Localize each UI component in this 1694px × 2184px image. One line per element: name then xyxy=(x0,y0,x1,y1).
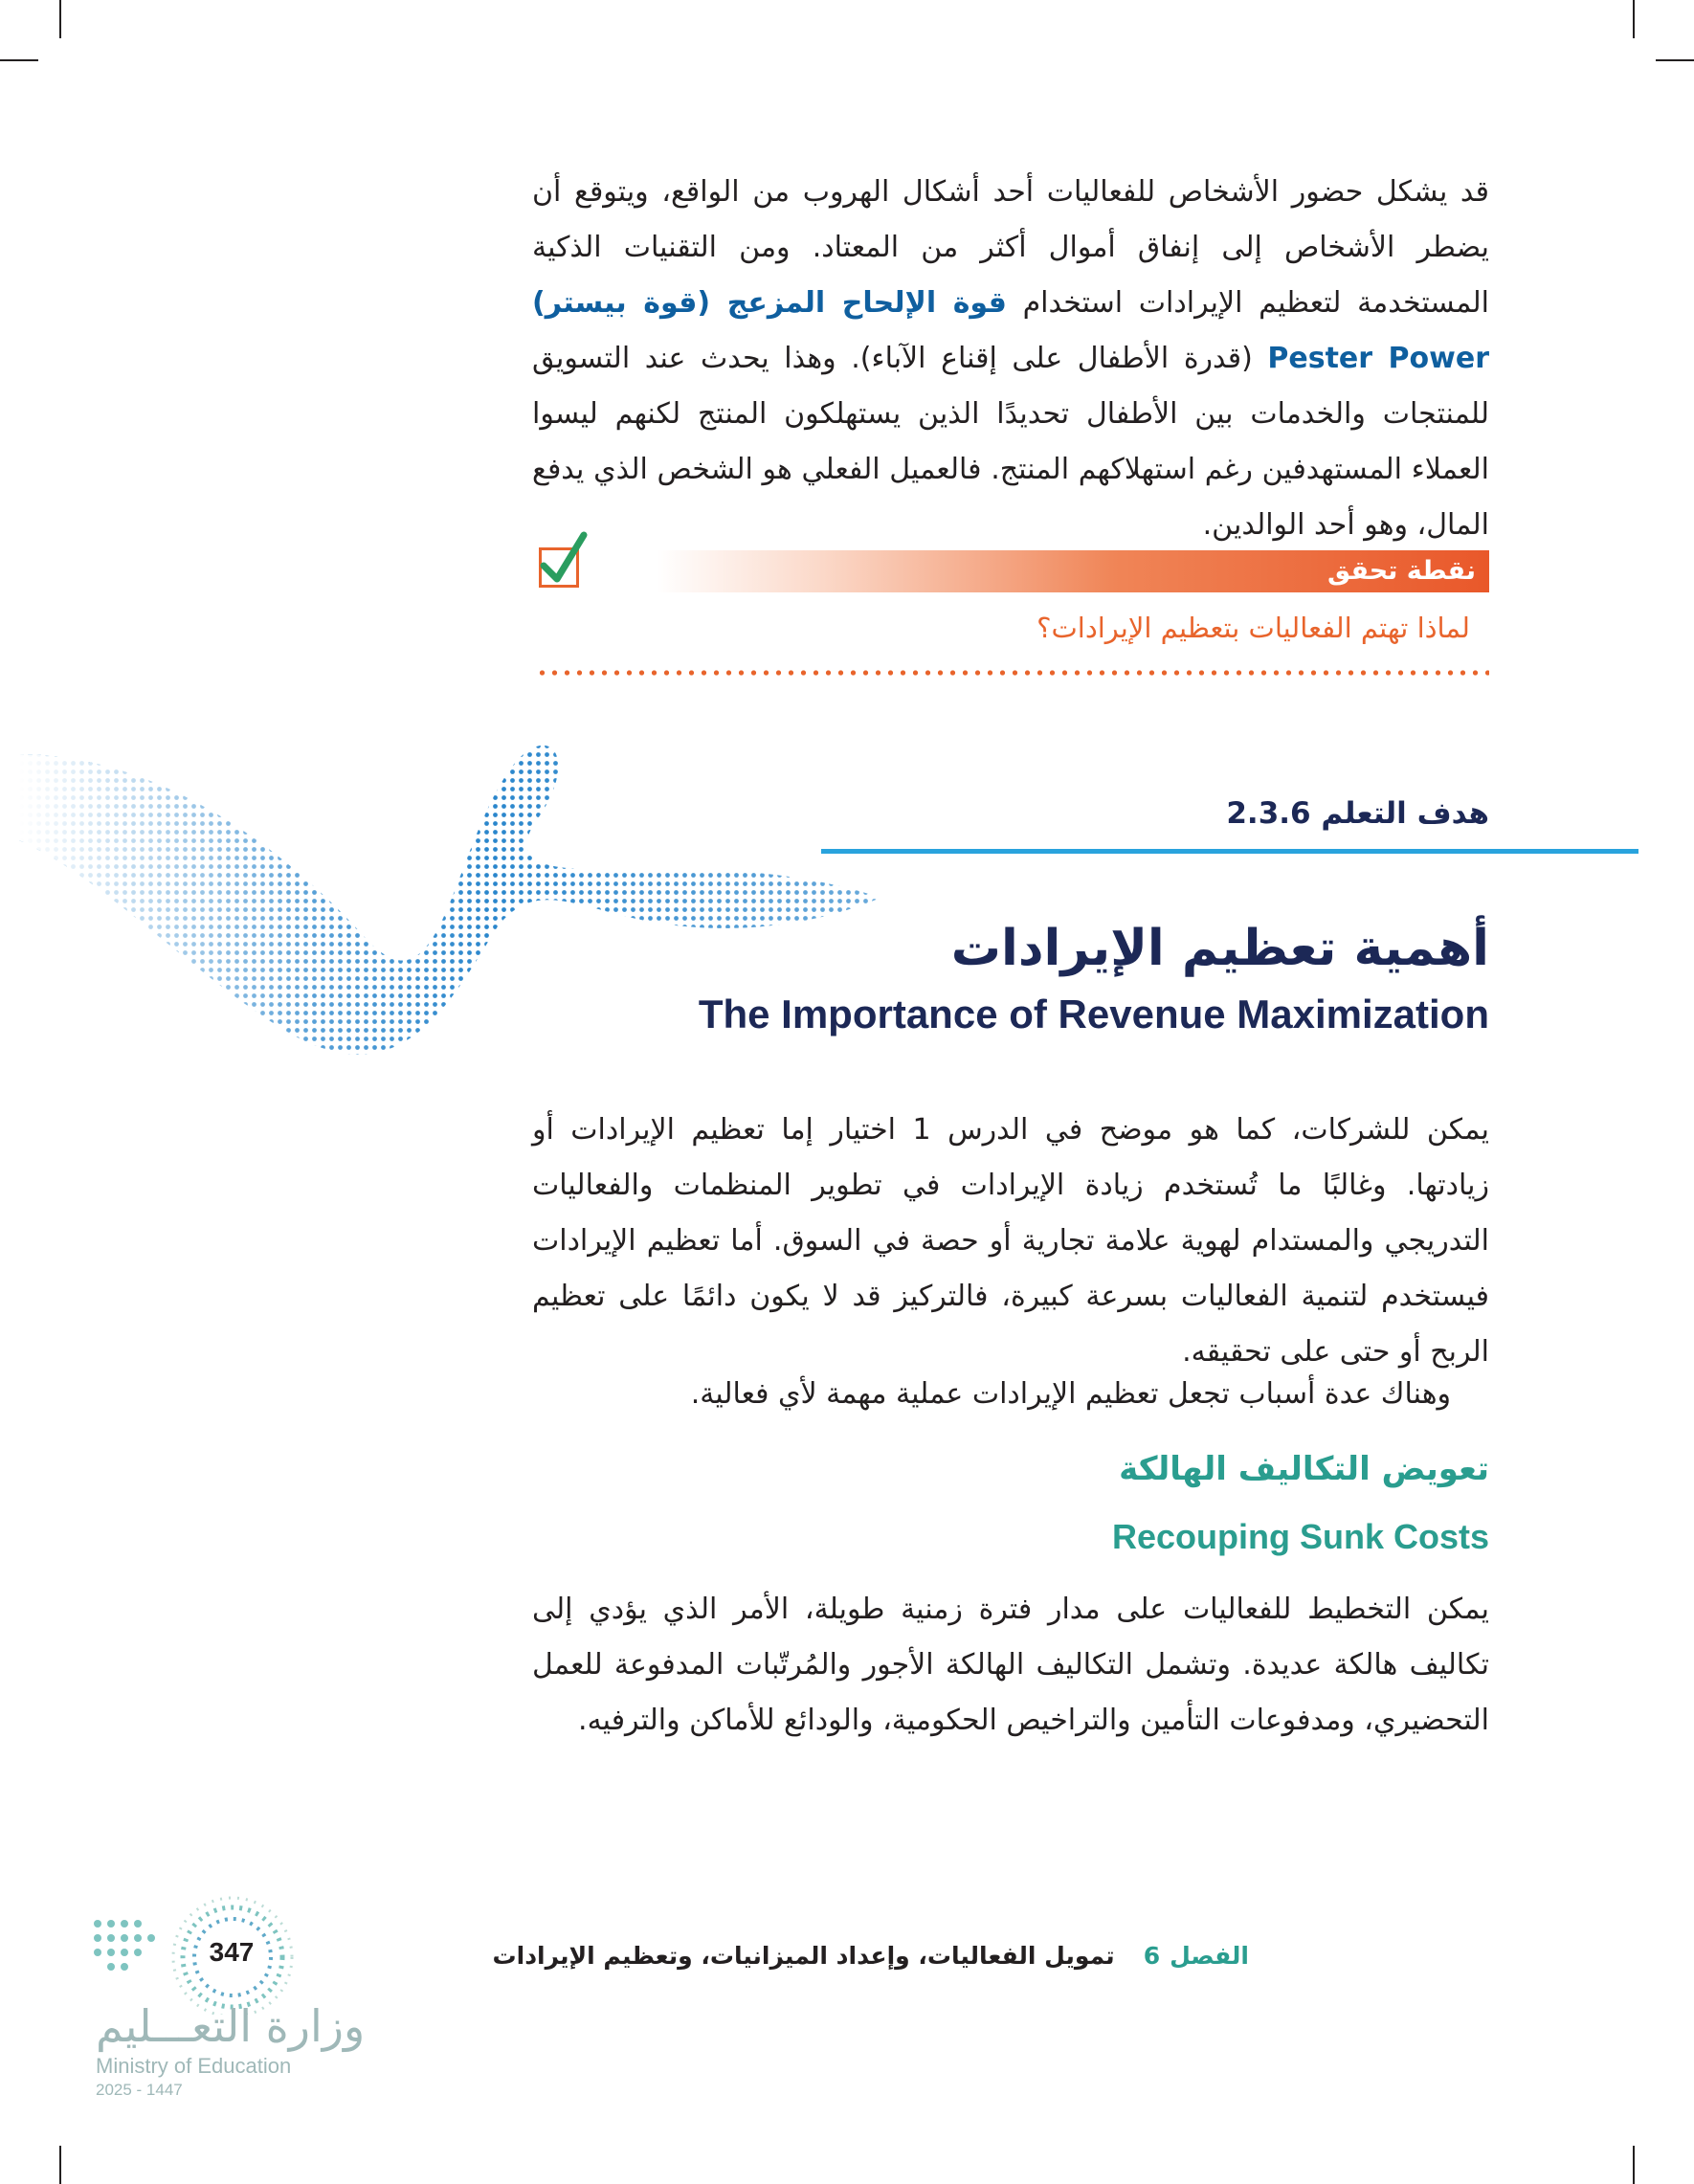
crop-mark xyxy=(1656,59,1694,61)
pester-power-term-ar: قوة الإلحاح المزعج (قوة بيستر) xyxy=(532,286,1007,320)
intro-text-2: (قدرة الأطفال على إقناع الآباء). وهذا يحدث عند التسويق للمنتجات والخدمات بين الأطفال تحديدًا الذين يستهلكون المنتج لكنهم ليسوا العملاء المستهدفين رغم استهلاكهم المنتج. فالعميل الفعلي هو الشخص الذي يدفع المال، وهو أحد الوالدين. xyxy=(532,342,1489,542)
section-paragraph-1: يمكن للشركات، كما هو موضح في الدرس 1 اختيار إما تعظيم الإيرادات أو زيادتها. وغالبًا ما تُستخدم زيادة الإيرادات في تطوير المنظمات والفعاليات التدريجي والمستدام لهوية علامة تجارية أو حصة في السوق. أما تعظيم الإيرادات فيستخدم لتنمية الفعاليات بسرعة كبيرة، فالتركيز قد لا يكون دائمًا على تعظيم الربح أو حتى على تحقيقه. xyxy=(532,1113,1489,1369)
learning-goal-rule xyxy=(821,849,1638,854)
checkmark-icon xyxy=(539,547,579,588)
crop-mark xyxy=(59,0,61,38)
intro-text-1: قد يشكل حضور الأشخاص للفعاليات أحد أشكال الهروب من الواقع، ويتوقع أن يضطر الأشخاص إلى إنفاق أموال أكثر من المعتاد. ومن التقنيات الذكية المستخدمة لتعظيم الإيرادات استخدام xyxy=(532,175,1489,320)
crop-mark xyxy=(59,2146,61,2184)
pester-power-term-en: Pester Power xyxy=(1267,342,1489,375)
subsection-title-en: Recouping Sunk Costs xyxy=(1111,1517,1489,1556)
crop-mark xyxy=(0,59,38,61)
crop-mark xyxy=(1633,0,1635,38)
subsection-title-ar: تعويض التكاليف الهالكة xyxy=(1119,1450,1489,1488)
checkpoint-question: لماذا تهتم الفعاليات بتعظيم الإيرادات؟ xyxy=(1036,612,1470,644)
chapter-footer xyxy=(493,1937,1249,1975)
decorative-wave-graphic xyxy=(0,716,919,1099)
dotted-divider xyxy=(536,670,1489,676)
subsection-paragraph: يمكن التخطيط للفعاليات على مدار فترة زمنية طويلة، الأمر الذي يؤدي إلى تكاليف هالكة عديدة. وتشمل التكاليف الهالكة الأجور والمُرتّبات المدفوعة للعمل التحضيري، ومدفوعات التأمين والتراخيص الحكومية، والودائع للأماكن والترفيه. xyxy=(532,1593,1489,1737)
learning-goal-label: هدف التعلم 2.3.6 xyxy=(1226,796,1489,831)
ministry-name-en: Ministry of Education xyxy=(96,2054,292,2078)
intro-paragraph xyxy=(532,165,1489,553)
section-title-en: The Importance of Revenue Maximization xyxy=(698,992,1489,1036)
crop-mark xyxy=(1633,2146,1635,2184)
chapter-title: تمويل الفعاليات، وإعداد الميزانيات، وتعظيم الإيرادات xyxy=(492,1942,1115,1970)
page-number: 347 xyxy=(209,1937,255,1967)
chapter-number: 6 xyxy=(1143,1942,1161,1970)
ministry-year: 2025 - 1447 xyxy=(96,2081,183,2099)
section-title-ar: أهمية تعظيم الإيرادات xyxy=(950,920,1489,977)
checkpoint-label: نقطة تحقق xyxy=(1326,556,1476,586)
ministry-name-ar: وزارة التعـــليم xyxy=(96,2000,366,2052)
section-paragraph-2: وهناك عدة أسباب تجعل تعظيم الإيرادات عملية مهمة لأي فعالية. xyxy=(690,1377,1451,1411)
chapter-word: الفصل xyxy=(1170,1942,1249,1970)
